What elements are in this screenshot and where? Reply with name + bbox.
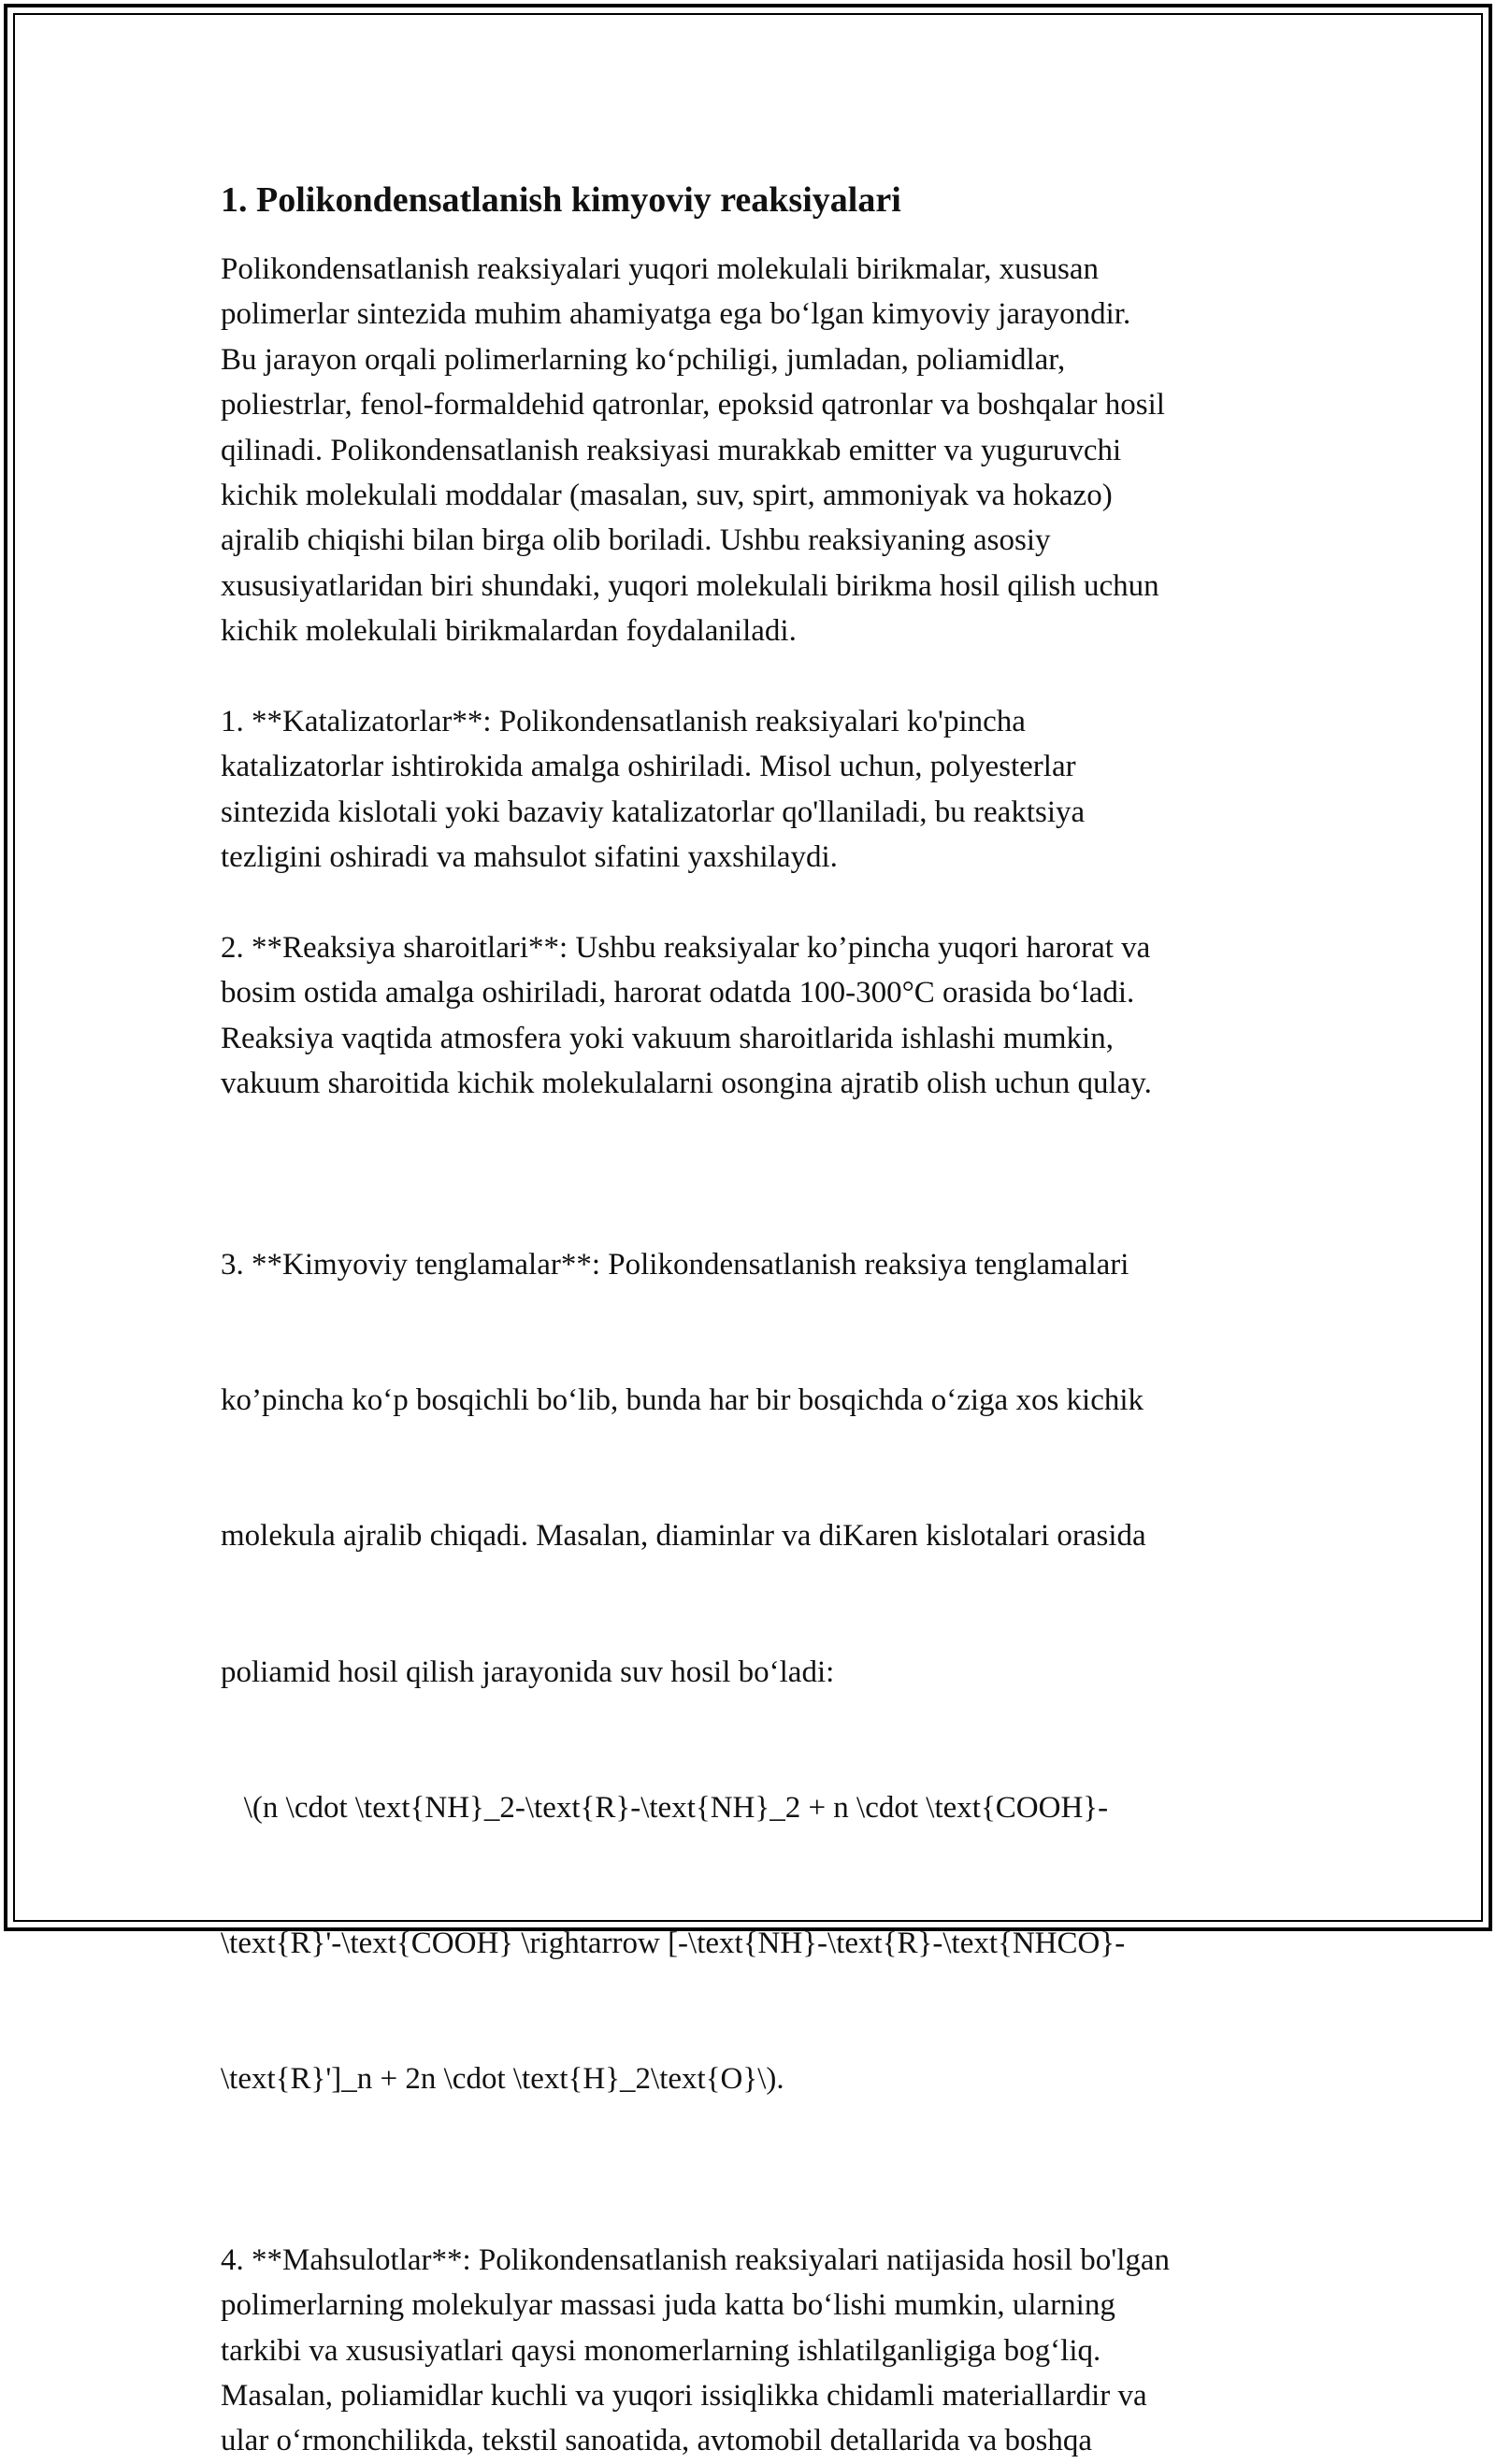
text-line: polimerlar sintezida muhim ahamiyatga ega bo‘lgan kimyoviy jarayondir. [221,297,1131,332]
text-line: tarkibi va xususiyatlari qaysi monomerlarning ishlatilganligiga bog‘liq. [221,2333,1101,2368]
text-line: xususiyatlaridan biri shundaki, yuqori molekulali birikma hosil qilish uchun [221,568,1159,603]
text-line: kichik molekulali birikmalardan foydalaniladi. [221,614,797,649]
equation-line: \text{R}']_n + 2n \cdot \text{H}_2\text{O}\). [221,2062,784,2097]
catalysts-paragraph [221,699,1296,881]
paragraph-gap [221,1107,1296,1152]
text-line: Reaksiya vaqtida atmosfera yoki vakuum sharoitlarida ishlashi mumkin, [221,1021,1114,1055]
text-line: tezligini oshiradi va mahsulot sifatini yaxshilaydi. [221,840,838,875]
text-line: 3. **Kimyoviy tenglamalar**: Polikondensatlanish reaksiya tenglamalari [221,1247,1129,1282]
text-line: Masalan, poliamidlar kuchli va yuqori issiqlikka chidamli materiallardir va [221,2379,1147,2414]
text-line: ajralib chiqishi bilan birga olib boriladi. Ushbu reaksiyaning asosiy [221,523,1051,558]
text-line: Bu jarayon orqali polimerlarning ko‘pchiligi, jumladan, poliamidlar, [221,342,1066,377]
equations-paragraph [221,1152,1296,2192]
paragraph-gap [221,2192,1296,2237]
text-line: kichik molekulali moddalar (masalan, suv, spirt, ammoniyak va hokazo) [221,479,1113,513]
paragraph-gap [221,881,1296,925]
text-line: polimerlarning molekulyar massasi juda katta bo‘lishi mumkin, ularning [221,2288,1115,2323]
section-heading: 1. Polikondensatlanish kimyoviy reaksiyalari [221,180,901,220]
text-line: bosim ostida amalga oshiriladi, harorat odatda 100-300°C orasida bo‘ladi. [221,976,1135,1010]
text-line: 2. **Reaksiya sharoitlari**: Ushbu reaksiyalar ko’pincha yuqori harorat va [221,931,1151,966]
conditions-paragraph [221,925,1296,1107]
text-line: poliamid hosil qilish jarayonida suv hosil bo‘ladi: [221,1655,835,1689]
document-body [221,176,1296,2464]
text-line: sintezida kislotali yoki bazaviy katalizatorlar qo'llaniladi, bu reaktsiya [221,795,1086,829]
text-line: katalizatorlar ishtirokida amalga oshiriladi. Misol uchun, polyesterlar [221,750,1076,784]
text-line: poliestrlar, fenol-formaldehid qatronlar, epoksid qatronlar va boshqalar hosil [221,388,1165,423]
text-line: Polikondensatlanish reaksiyalari yuqori molekulali birikmalar, xususan [221,252,1099,286]
intro-paragraph [221,247,1296,654]
paragraph-gap [221,654,1296,699]
products-paragraph [221,2238,1296,2464]
text-line: 1. **Katalizatorlar**: Polikondensatlanish reaksiyalari ko'pincha [221,705,1026,739]
text-line: ular o‘rmonchilikda, tekstil sanoatida, avtomobil detallarida va boshqa [221,2424,1092,2458]
text-line: molekula ajralib chiqadi. Masalan, diaminlar va diKaren kislotalari orasida [221,1519,1146,1554]
text-line: qilinadi. Polikondensatlanish reaksiyasi murakkab emitter va yuguruvchi [221,433,1122,467]
equation-line: \(n \cdot \text{NH}_2-\text{R}-\text{NH}_2 + n \cdot \text{COOH}- [221,1790,1109,1825]
text-line: 4. **Mahsulotlar**: Polikondensatlanish reaksiyalari natijasida hosil bo'lgan [221,2242,1171,2277]
text-line: vakuum sharoitida kichik molekulalarni osongina ajratib olish uchun qulay. [221,1067,1152,1101]
equation-line: \text{R}'-\text{COOH} \rightarrow [-\text{NH}-\text{R}-\text{NHCO}- [221,1926,1126,1960]
text-line: ko’pincha ko‘p bosqichli bo‘lib, bunda har bir bosqichda o‘ziga xos kichik [221,1383,1144,1418]
